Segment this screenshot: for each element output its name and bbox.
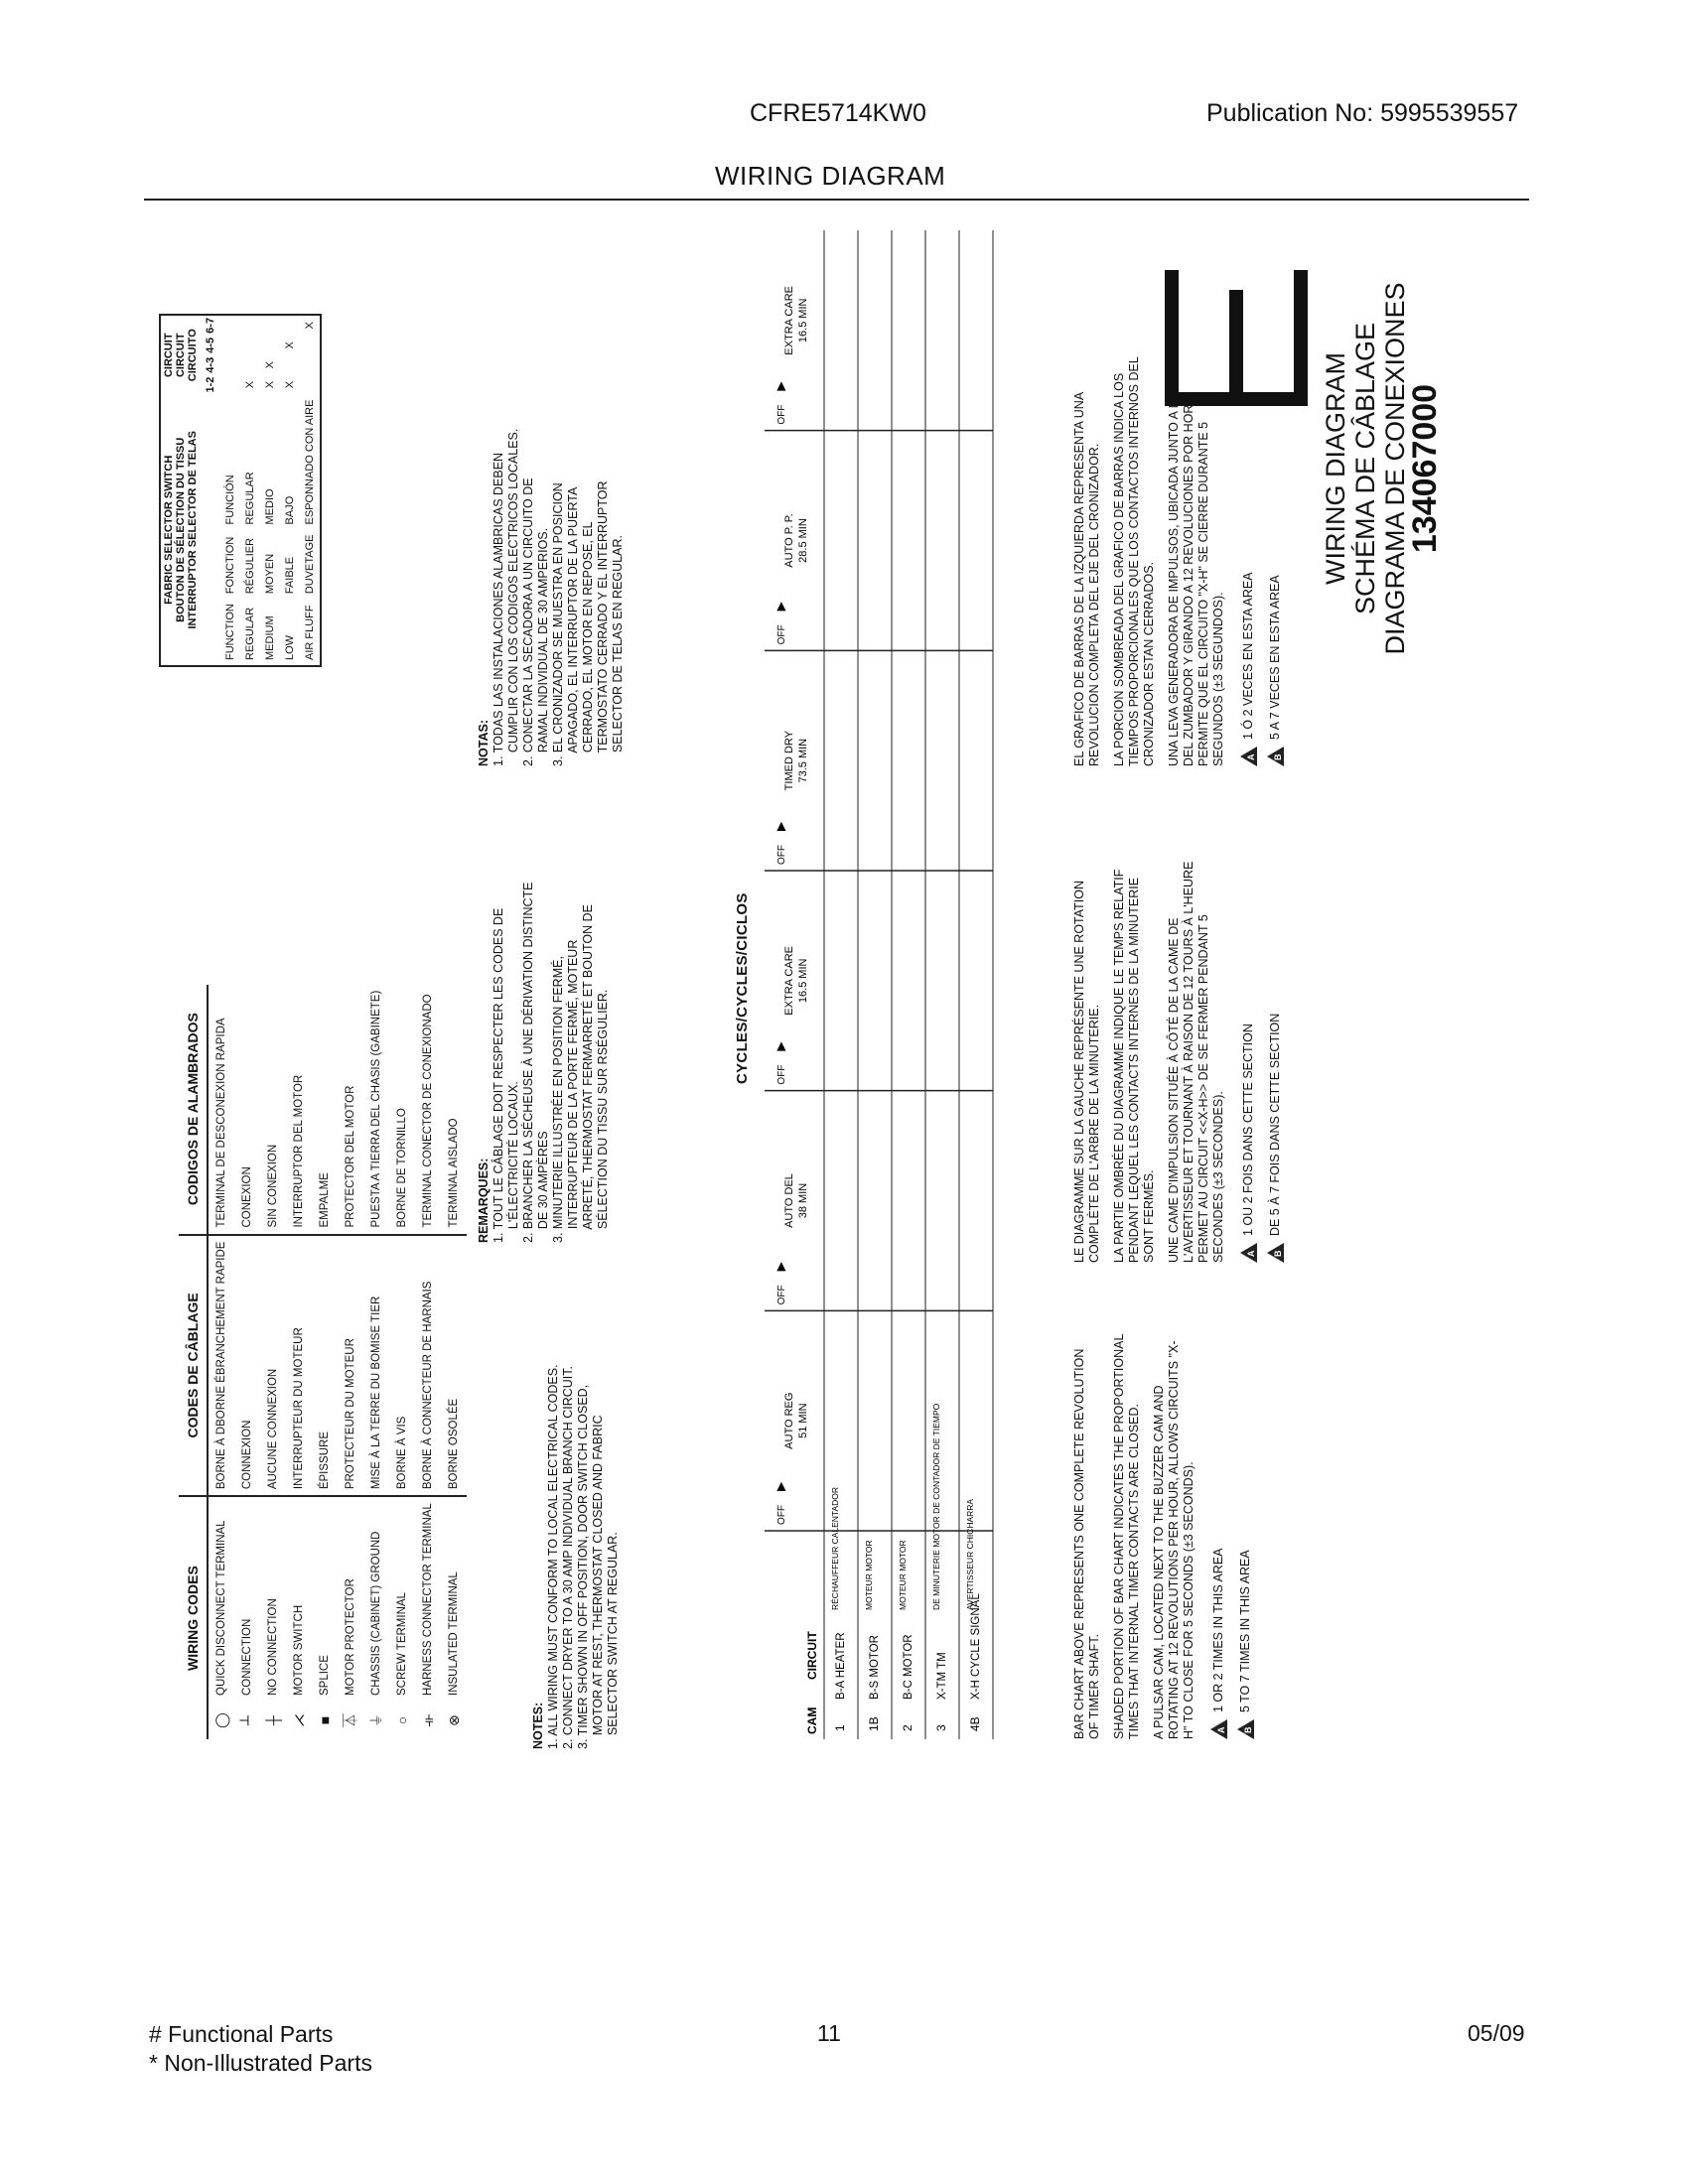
off-label: OFF — [776, 845, 787, 865]
notes-en — [531, 1332, 621, 1749]
code-es: PROTECTOR DEL MOTOR — [338, 985, 363, 1235]
circuit-name: B-C MOTOR — [903, 1634, 914, 1700]
legend-en-p3: A PULSAR CAM, LOCATED NEXT TO THE BUZZER CAM AND ROTATING AT 12 REVOLUTIONS PER HOUR, ALLOWS CIRCUITS "X-H" TO CLOSE FOR 5 SECONDS (±3 SECONDS). — [1152, 1340, 1196, 1739]
code-es: TERMINAL DE DESCONEXION RAPIDA — [208, 985, 234, 1235]
sheet-e-icon — [1162, 260, 1311, 409]
cam-number: 1B — [867, 1716, 881, 1731]
code-fr: BORNE OSOLÉE — [441, 1235, 467, 1497]
harness-connector-icon: ⟛ — [420, 1713, 436, 1727]
legend-fr-b: DE 5 À 7 FOIS DANS CETTE SECTION — [1267, 1013, 1282, 1237]
footer-functional: # Functional Parts — [149, 2021, 334, 2047]
fabric-mark: X — [284, 380, 296, 389]
legend-es-a: 1 Ó 2 VECES EN ESTA AREA — [1240, 572, 1255, 741]
code-en: NO CONNECTION — [267, 1598, 279, 1696]
fabric-mark — [280, 355, 300, 375]
note-line: APAGADO, EL INTERRUPTOR DE LA PUERTA — [566, 486, 580, 766]
note-line: 3. TIMER SHOWN IN OFF POSITION, DOOR SWITCH CLOSED, — [576, 1384, 590, 1749]
note-line: TERMOSTATO CERRADO Y EL INTERRUPTOR — [596, 480, 610, 766]
fabric-fr: DUVETAGE — [304, 534, 316, 595]
phase-label: TIMED DRY — [783, 731, 795, 791]
note-line: MOTOR AT REST, THERMOSTAT CLOSED AND FABRIC — [591, 1415, 605, 1749]
id-es: DIAGRAMA DE CONEXIONES — [1380, 282, 1410, 655]
notes-fr-heading: REMARQUES: — [477, 1158, 491, 1243]
wiring-diagram-sheet — [149, 230, 1539, 1918]
fabric-mark: X — [304, 322, 316, 330]
page-number: 11 — [817, 2020, 841, 2046]
code-en: CONNECTION — [241, 1618, 253, 1696]
id-en: WIRING DIAGRAM — [1321, 352, 1350, 585]
fabric-fr: FONCTION — [224, 536, 236, 595]
off-label: OFF — [776, 624, 787, 645]
legend-es-p3: UNA LEVA GENERADORA DE IMPULSOS, UBICADA JUNTO A LA LEVA DEL ZUMBADOR Y GIRANDO A 12 REVOLUCIONES POR HORA, PERMITE QUE EL CIRCUITO "X-H" SE CIERRE DURANTE 5 SEGUNDOS (±3 SEGUNDOS). — [1167, 359, 1225, 766]
fabric-mark — [220, 315, 240, 336]
code-es: EMPALME — [312, 985, 338, 1235]
fabric-circuit-fr: CIRCUIT — [175, 333, 187, 378]
code-es: SIN CONEXION — [260, 985, 286, 1235]
fabric-es: MEDIO — [264, 488, 276, 525]
fabric-col-head: 4-5 — [205, 337, 216, 353]
chassis-ground-icon: ⏚ — [368, 1713, 384, 1727]
id-fr: SCHÉMA DE CÂBLAGE — [1350, 322, 1380, 615]
cycles-bar-chart — [755, 230, 1033, 1739]
fabric-en: FUNCTION — [224, 604, 236, 660]
phase-label: AUTO DEL — [783, 1173, 795, 1228]
notes-es — [477, 369, 626, 766]
circuit-name: B-S MOTOR — [869, 1635, 881, 1700]
note-line: INTERRUPTEUR DE LA PORTE FERMÉ, MOTEUR — [566, 939, 580, 1243]
marker-b-icon: B — [1267, 1243, 1284, 1263]
codes-row — [415, 985, 441, 1739]
fabric-fr: FAIBLE — [284, 556, 296, 595]
note-line: 2. CONECTAR LA SECADORA A UN CIRCUITO DE — [521, 478, 535, 766]
legend-fr-a: 1 OU 2 FOIS DANS CETTE SECTION — [1240, 1024, 1255, 1237]
code-fr: AUCUNE CONNEXION — [260, 1235, 286, 1497]
codes-row — [363, 985, 389, 1739]
code-fr: ÉPISSURE — [312, 1235, 338, 1497]
note-line: 1. TOUT LE CÂBLAGE DOIT RESPECTER LES CODES DE — [492, 907, 505, 1243]
note-line: 1. ALL WIRING MUST CONFORM TO LOCAL ELECTRICAL CODES. — [546, 1364, 560, 1749]
note-line: 3. MINUTERIE ILLUSTRÉE EN POSITION FERMÉ, — [551, 956, 565, 1243]
fabric-selector-table — [159, 314, 322, 667]
legend-es — [1072, 349, 1284, 766]
fabric-circuit-en: CIRCUIT — [163, 333, 175, 378]
code-en: SCREW TERMINAL — [396, 1592, 408, 1696]
code-es: TERMINAL AISLADO — [441, 985, 467, 1235]
off-label: OFF — [776, 404, 787, 425]
phase-time: 28.5 MIN — [797, 518, 809, 563]
note-line: SÉLECTION DU TISSU SUR RSÉGULIER. — [596, 989, 610, 1243]
legend-fr-p1: LE DIAGRAMME SUR LA GAUCHE REPRÉSENTE UNE ROTATION COMPLÈTE DE L'ARBRE DE LA MINUTERIE. — [1072, 880, 1101, 1263]
code-en: QUICK DISCONNECT TERMINAL — [215, 1520, 227, 1696]
circuit-name: X-H CYCLE SIGNAL — [970, 1593, 982, 1700]
fabric-en: LOW — [284, 634, 296, 660]
circuit-alt: MOTEUR MOTOR — [864, 1540, 874, 1610]
codes-row — [286, 985, 312, 1739]
arrow-icon: ▶ — [774, 1262, 787, 1272]
footer-non-illustrated: * Non-Illustrated Parts — [149, 2050, 372, 2076]
cam-head: CAM — [805, 1706, 819, 1734]
marker-a-icon: A — [1240, 1243, 1257, 1263]
codes-row — [208, 985, 234, 1739]
fabric-mark — [240, 315, 260, 336]
code-es: BORNE DE TORNILLO — [389, 985, 415, 1235]
phase-label: AUTO P. P. — [783, 513, 795, 568]
motor-switch-icon: ⋌ — [291, 1713, 307, 1727]
fabric-es: FUNCIÓN — [224, 475, 236, 525]
code-fr: BORNE À CONNECTEUR DE HARNAIS — [415, 1235, 441, 1497]
code-en: CHASSIS (CABINET) GROUND — [370, 1531, 382, 1696]
circuit-alt: MOTEUR MOTOR — [898, 1540, 908, 1610]
diagram-number: 134067000 — [1406, 383, 1444, 554]
codes-row — [312, 985, 338, 1739]
note-line: 3. EL CRONIZADOR SE MUESTRA EN POSICION — [551, 482, 565, 766]
fabric-mark — [300, 355, 321, 375]
phase-time: 73.5 MIN — [797, 738, 809, 783]
code-fr: CONNEXION — [234, 1235, 260, 1497]
notes-en-heading: NOTES: — [531, 1702, 545, 1749]
note-line: 2. BRANCHER LA SÉCHEUSE À UNE DÉRIVATION DISTINCTE — [521, 882, 535, 1243]
fabric-selector-section — [159, 314, 322, 667]
fabric-fr: RÉGULIER — [244, 537, 256, 595]
code-en: SPLICE — [319, 1655, 331, 1696]
fabric-mark — [240, 355, 260, 375]
codes-head-fr: CODES DE CÂBLAGE — [179, 1235, 208, 1497]
code-fr: BORNE À VIS — [389, 1235, 415, 1497]
fabric-mark: X — [244, 380, 256, 389]
fabric-es: REGULAR — [244, 472, 256, 525]
legend-fr-p2: LA PARTIE OMBRÉE DU DIAGRAMME INDIQUE LE TEMPS RELATIF PENDANT LEQUEL LES CONTACTS INTERNES DE LA MINUTERIE SONT FERMÉS. — [1112, 869, 1156, 1263]
fabric-mark — [300, 336, 321, 355]
codes-row — [389, 985, 415, 1739]
phase-time: 16.5 MIN — [797, 298, 809, 343]
note-line: L'ÉLECTRICITÉ LOCAUX. — [506, 1081, 520, 1243]
note-line: 1. TODAS LAS INSTALACIONES ALAMBRICAS DEBEN — [492, 452, 505, 766]
phase-label: EXTRA CARE — [783, 285, 795, 355]
fabric-mark — [220, 375, 240, 395]
circuit-name: B-A HEATER — [835, 1632, 847, 1700]
marker-a-icon: A — [1210, 1719, 1227, 1739]
code-es: CONEXION — [234, 985, 260, 1235]
cam-number: 4B — [968, 1716, 982, 1731]
legend-en-a: 1 OR 2 TIMES IN THIS AREA — [1210, 1548, 1225, 1713]
code-en: INSULATED TERMINAL — [448, 1571, 460, 1696]
wiring-codes-table — [179, 985, 467, 1739]
note-line: 2. CONNECT DRYER TO A 30 AMP INDIVIDUAL BRANCH CIRCUIT. — [561, 1366, 575, 1749]
fabric-row — [280, 315, 300, 666]
model-number: CFRE5714KW0 — [750, 99, 926, 127]
fabric-row — [240, 315, 260, 666]
code-en: HARNESS CONNECTOR TERMINAL — [422, 1503, 434, 1696]
legend-en — [1072, 1332, 1254, 1739]
notes-fr — [477, 806, 611, 1243]
marker-b-icon: B — [1267, 747, 1284, 766]
circuit-alt: RÉCHAUFFEUR CALENTADOR — [830, 1486, 840, 1610]
codes-head-es: CODIGOS DE ALAMBRADOS — [179, 985, 208, 1235]
cam-number: 2 — [901, 1724, 914, 1731]
arrow-icon: ▶ — [774, 602, 787, 612]
fabric-en: MEDIUM — [264, 615, 276, 660]
code-fr: BORNE À DBORNE ÉBRANCHEMENT RAPIDE — [208, 1235, 234, 1497]
arrow-icon: ▶ — [774, 1041, 787, 1051]
cam-number: 3 — [934, 1724, 948, 1731]
legend-en-b: 5 TO 7 TIMES IN THIS AREA — [1237, 1550, 1252, 1713]
fabric-mark — [300, 375, 321, 395]
cycles-title: CYCLES/CYCLES/CICLOS — [734, 892, 751, 1084]
cycles-chart — [735, 230, 1033, 1739]
fabric-mark — [280, 315, 300, 336]
note-line: SELECTOR SWITCH AT REGULAR. — [606, 1532, 620, 1749]
wiring-codes-section — [179, 985, 467, 1739]
fabric-mark — [260, 315, 280, 336]
fabric-circuit-es: CIRCUITO — [187, 329, 199, 382]
connection-icon: ┴ — [239, 1715, 255, 1725]
note-line: DE 30 AMPÈRES — [536, 1131, 550, 1243]
circuit-alt: AVERTISSEUR CHICHARRA — [965, 1498, 975, 1610]
code-en: MOTOR SWITCH — [293, 1604, 305, 1696]
circuit-name: X-TM TM — [936, 1652, 948, 1700]
fabric-en: AIR FLUFF — [304, 605, 316, 660]
diagram-id-block — [1321, 260, 1444, 677]
fabric-es: BAJO — [284, 495, 296, 525]
marker-a-icon: A — [1240, 747, 1257, 766]
fabric-en: REGULAR — [244, 607, 256, 660]
codes-row — [338, 985, 363, 1739]
note-line: ARRETÉ, THERMOSTAT FERMARRETÉ ET BOUTON DE — [581, 903, 595, 1243]
fabric-title-en: FABRIC SELECTOR SWITCH — [163, 455, 175, 605]
motor-protector-icon: ⏄ — [343, 1713, 358, 1727]
code-es: PUESTA A TIERRA DEL CHASIS (GABINETE) — [363, 985, 389, 1235]
fabric-col-head: 6-7 — [205, 317, 216, 334]
code-fr: MISE À LA TERRE DU BOMISE TIER — [363, 1235, 389, 1497]
note-line: SELECTOR DE TELAS EN REGULAR. — [611, 535, 625, 766]
marker-b-icon: B — [1237, 1719, 1254, 1739]
fabric-title-es: INTERRUPTOR SELECTOR DE TELAS — [187, 431, 199, 629]
legend-es-b: 5 A 7 VECES EN ESTA AREA — [1267, 575, 1282, 741]
notes-es-heading: NOTAS: — [477, 720, 491, 766]
fabric-fr: MOYEN — [264, 553, 276, 595]
legend-en-p1: BAR CHART ABOVE REPRESENTS ONE COMPLETE REVOLUTION OF TIMER SHAFT. — [1072, 1348, 1101, 1739]
legend-fr — [1072, 846, 1284, 1263]
off-label: OFF — [776, 1285, 787, 1305]
code-fr: INTERRUPTEUR DU MOTEUR — [286, 1235, 312, 1497]
fabric-mark — [240, 336, 260, 355]
codes-row — [234, 985, 260, 1739]
rotated-content — [149, 230, 1539, 1918]
legend-en-p2: SHADED PORTION OF BAR CHART INDICATES THE PROPORTIONAL TIMES THAT INTERNAL TIMER CONTACTS ARE CLOSED. — [1112, 1334, 1141, 1739]
publication-number: Publication No: 5995539557 — [1206, 99, 1519, 127]
fabric-mark — [260, 336, 280, 355]
legend-es-p2: LA PORCION SOMBREADA DEL GRAFICO DE BARRAS INDICA LOS TIEMPOS PROPORCIONALES QUE LOS CONTACTOS INTERNOS DEL CRONIZADOR ESTAN CERRADOS. — [1112, 356, 1156, 766]
note-line: CUMPLIR CON LOS CODIGOS ELECTRICOS LOCALES. — [506, 428, 520, 766]
codes-row — [441, 985, 467, 1739]
legend-es-p1: EL GRAFICO DE BARRAS DE LA IZQUIERDA REPRESENTA UNA REVOLUCION COMPLETA DEL EJE DEL CRONIZADOR. — [1072, 392, 1101, 766]
fabric-title-fr: BOUTON DE SÉLECTION DU TISSU — [175, 437, 187, 622]
code-es: TERMINAL CONECTOR DE CONEXIONADO — [415, 985, 441, 1235]
codes-row — [260, 985, 286, 1739]
arrow-icon: ▶ — [774, 1481, 787, 1491]
phase-label: EXTRA CARE — [783, 945, 795, 1016]
fabric-col-head: 4-3 — [205, 356, 216, 373]
splice-icon: ■ — [317, 1715, 333, 1725]
off-label: OFF — [776, 1064, 787, 1085]
fabric-mark — [220, 336, 240, 355]
legend-fr-p3: UNE CAME D'IMPULSION SITUÉE À CÔTÉ DE LA CAME DE L'AVERTISSEUR ET TOURNANT À RAISON DE 12 TOURS À L'HEURE PERMET AU CIRCUIT <<X-H>> DE SE FERMER PENDANT 5 SECONDES (±3 SECONDES). — [1167, 861, 1225, 1263]
note-line: RAMAL INDIVIDUAL DE 30 AMPERIOS. — [536, 527, 550, 766]
fabric-mark: X — [284, 341, 296, 349]
phase-time: 51 MIN — [797, 1403, 809, 1438]
phase-time: 38 MIN — [797, 1182, 809, 1219]
quick-disconnect-icon: ◯ — [213, 1712, 229, 1728]
fabric-mark: X — [264, 361, 276, 369]
arrow-icon: ▶ — [774, 381, 787, 391]
fabric-row — [300, 315, 321, 666]
fabric-mark — [220, 355, 240, 375]
codes-head-en: WIRING CODES — [179, 1496, 208, 1739]
header-rule — [144, 199, 1529, 201]
arrow-icon: ▶ — [774, 821, 787, 831]
publication-date: 05/09 — [1468, 2020, 1525, 2046]
fabric-es: ESPONNADO CON AIRE — [304, 399, 316, 525]
code-es: INTERRUPTOR DEL MOTOR — [286, 985, 312, 1235]
screw-terminal-icon: ○ — [394, 1715, 410, 1725]
code-fr: PROTECTEUR DU MOTEUR — [338, 1235, 363, 1497]
circuit-alt: DE MINUTERIE MOTOR DE CONTADOR DE TIEMPO — [931, 1403, 941, 1610]
code-en: MOTOR PROTECTOR — [345, 1578, 356, 1696]
fabric-col-head: 1-2 — [205, 376, 216, 393]
no-connection-icon: ┼ — [265, 1715, 281, 1725]
circuit-head: CIRCUIT — [805, 1631, 819, 1680]
fabric-row — [220, 315, 240, 666]
insulated-terminal-icon: ⊗ — [446, 1714, 462, 1726]
fabric-row — [260, 315, 280, 666]
fabric-mark: X — [264, 380, 276, 389]
note-line: CERRADO, EL MOTOR EN REPOSE, EL — [581, 521, 595, 766]
page-title: WIRING DIAGRAM — [715, 161, 946, 191]
footer-notes — [149, 2020, 372, 2078]
off-label: OFF — [776, 1505, 787, 1525]
phase-label: AUTO REG — [783, 1392, 795, 1449]
cam-number: 1 — [833, 1724, 847, 1731]
phase-time: 16.5 MIN — [797, 958, 809, 1004]
